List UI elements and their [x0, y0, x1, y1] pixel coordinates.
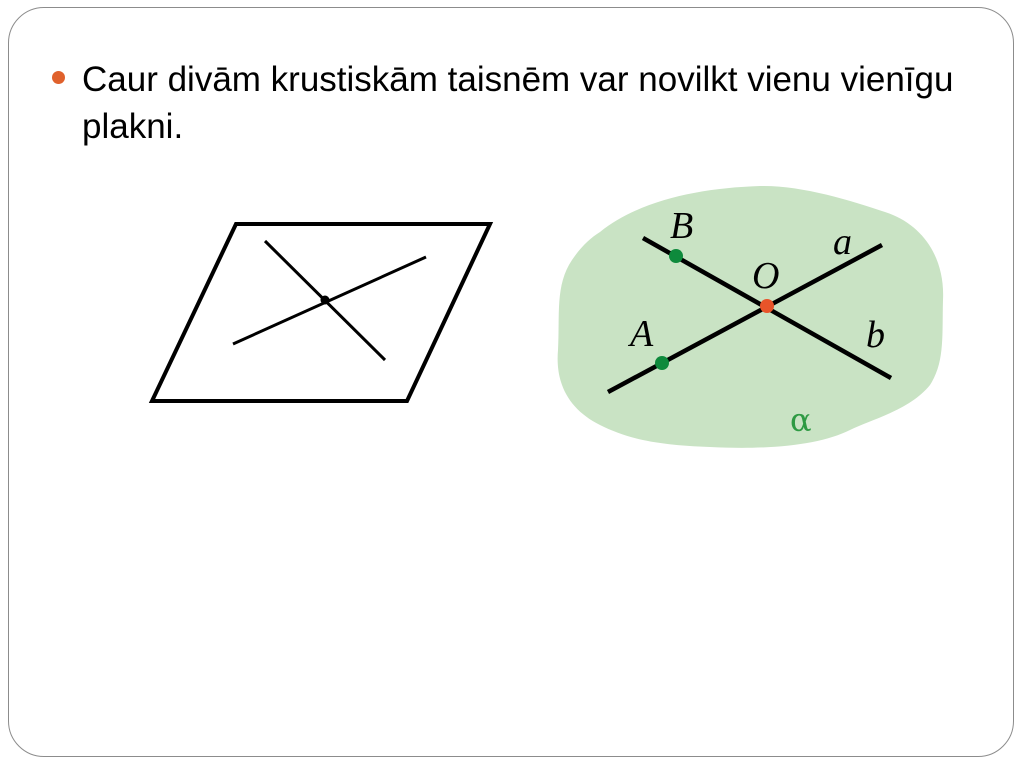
- point-a: [655, 356, 669, 370]
- label-plane-alpha: α: [790, 401, 812, 439]
- bullet-text: Caur divām krustiskām taisnēm var novilkt vienu vienīgu plakni.: [82, 60, 954, 146]
- point-o: [760, 299, 774, 313]
- label-point-a: A: [630, 313, 654, 355]
- label-line-b: b: [866, 314, 885, 356]
- point-b: [669, 249, 683, 263]
- label-line-a: a: [833, 221, 852, 263]
- label-point-b: B: [670, 205, 694, 247]
- label-point-o: O: [752, 255, 780, 297]
